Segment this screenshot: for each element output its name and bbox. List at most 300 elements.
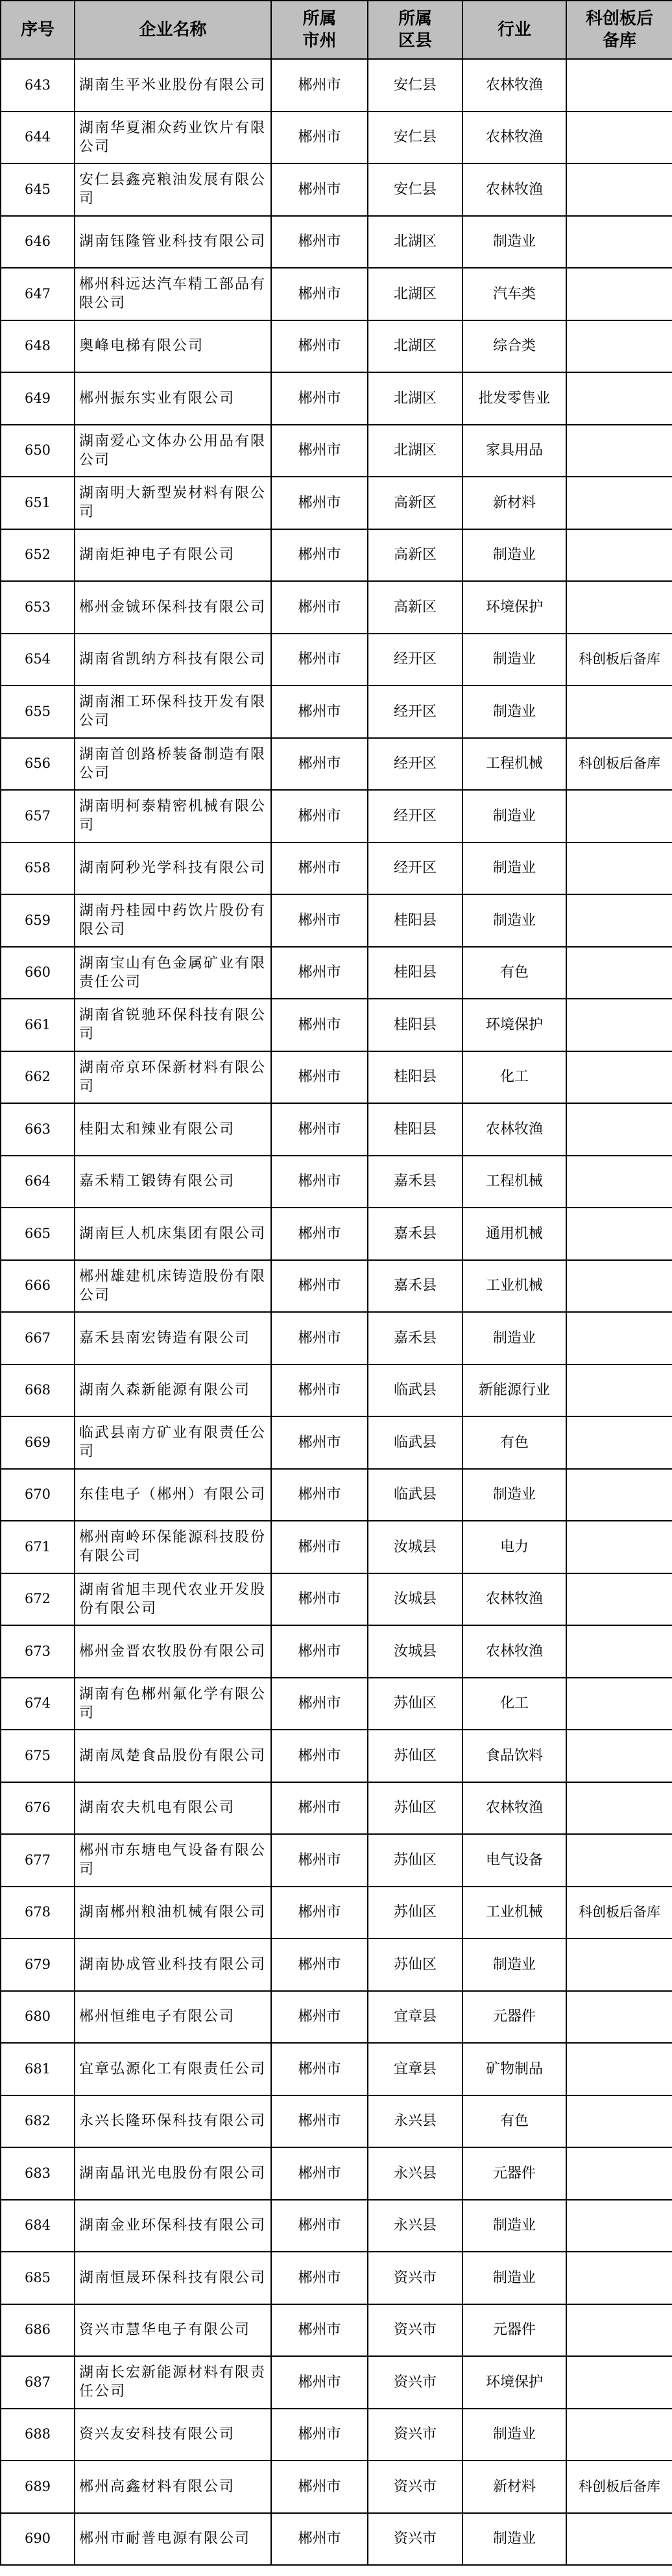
cell-backup — [566, 2513, 672, 2566]
cell-industry: 新能源行业 — [462, 1365, 566, 1417]
header-city: 所属 市州 — [271, 1, 368, 59]
cell-industry: 元器件 — [462, 1991, 566, 2044]
cell-company: 湖南首创路桥装备制造有限公司 — [75, 738, 271, 791]
cell-seq: 646 — [1, 216, 75, 268]
cell-company: 郴州南岭环保能源科技股份有限公司 — [75, 1521, 271, 1573]
cell-district: 经开区 — [368, 738, 462, 791]
cell-backup — [566, 2147, 672, 2200]
cell-city: 郴州市 — [271, 216, 368, 268]
cell-seq: 658 — [1, 842, 75, 895]
cell-seq: 656 — [1, 738, 75, 791]
cell-seq: 653 — [1, 581, 75, 634]
cell-seq: 664 — [1, 1156, 75, 1208]
table-row — [1, 634, 672, 686]
cell-industry: 有色 — [462, 2095, 566, 2148]
cell-city: 郴州市 — [271, 2095, 368, 2148]
cell-city: 郴州市 — [271, 1730, 368, 1782]
cell-backup — [566, 581, 672, 634]
table-row — [1, 1469, 672, 1521]
cell-seq: 660 — [1, 947, 75, 999]
cell-city: 郴州市 — [271, 790, 368, 842]
cell-district: 苏仙区 — [368, 1782, 462, 1835]
cell-backup — [566, 2200, 672, 2252]
header-company: 企业名称 — [75, 1, 271, 59]
cell-company: 湖南爱心文体办公用品有限公司 — [75, 425, 271, 477]
cell-seq: 650 — [1, 425, 75, 477]
cell-industry: 化工 — [462, 1051, 566, 1104]
cell-industry: 环境保护 — [462, 999, 566, 1051]
cell-company: 湖南恒晟环保科技有限公司 — [75, 2252, 271, 2304]
cell-industry: 批发零售业 — [462, 372, 566, 425]
cell-industry: 工程机械 — [462, 738, 566, 791]
cell-seq: 654 — [1, 634, 75, 686]
table-row — [1, 1416, 672, 1469]
table-row — [1, 112, 672, 164]
cell-district: 安仁县 — [368, 59, 462, 112]
cell-industry: 环境保护 — [462, 2356, 566, 2409]
cell-seq: 683 — [1, 2147, 75, 2200]
cell-company: 湖南郴州粮油机械有限公司 — [75, 1887, 271, 1939]
cell-seq: 669 — [1, 1416, 75, 1469]
cell-district: 嘉禾县 — [368, 1156, 462, 1208]
cell-city: 郴州市 — [271, 999, 368, 1051]
cell-district: 永兴县 — [368, 2147, 462, 2200]
cell-city: 郴州市 — [271, 1469, 368, 1521]
cell-company: 湖南久森新能源有限公司 — [75, 1365, 271, 1417]
cell-backup: 科创板后备库 — [566, 2461, 672, 2513]
cell-industry: 制造业 — [462, 2409, 566, 2461]
cell-industry: 工业机械 — [462, 1260, 566, 1313]
cell-backup — [566, 1156, 672, 1208]
cell-seq: 678 — [1, 1887, 75, 1939]
cell-industry: 制造业 — [462, 2200, 566, 2252]
cell-industry: 通用机械 — [462, 1208, 566, 1260]
cell-industry: 制造业 — [462, 216, 566, 268]
cell-backup — [566, 1573, 672, 1626]
cell-company: 郴州振东实业有限公司 — [75, 372, 271, 425]
cell-city: 郴州市 — [271, 1938, 368, 1991]
cell-company: 湖南炬神电子有限公司 — [75, 529, 271, 582]
cell-company: 湖南阿秒光学科技有限公司 — [75, 842, 271, 895]
cell-city: 郴州市 — [271, 1782, 368, 1835]
cell-company: 湖南省锐驰环保科技有限公司 — [75, 999, 271, 1051]
cell-industry: 制造业 — [462, 1938, 566, 1991]
cell-industry: 制造业 — [462, 790, 566, 842]
table-row — [1, 1991, 672, 2044]
cell-district: 永兴县 — [368, 2200, 462, 2252]
cell-industry: 汽车类 — [462, 268, 566, 320]
cell-district: 桂阳县 — [368, 999, 462, 1051]
cell-district: 桂阳县 — [368, 894, 462, 947]
cell-company: 湖南明大新型炭材料有限公司 — [75, 477, 271, 529]
cell-company: 湖南华夏湘众药业饮片有限公司 — [75, 112, 271, 164]
cell-seq: 675 — [1, 1730, 75, 1782]
cell-district: 北湖区 — [368, 425, 462, 477]
cell-city: 郴州市 — [271, 1416, 368, 1469]
cell-company: 湖南湘工环保科技开发有限公司 — [75, 686, 271, 738]
cell-company: 桂阳太和辣业有限公司 — [75, 1103, 271, 1156]
table-row — [1, 894, 672, 947]
table-row — [1, 2095, 672, 2148]
cell-district: 苏仙区 — [368, 1834, 462, 1887]
cell-district: 嘉禾县 — [368, 1208, 462, 1260]
cell-backup — [566, 2304, 672, 2357]
cell-seq: 686 — [1, 2304, 75, 2357]
cell-company: 湖南巨人机床集团有限公司 — [75, 1208, 271, 1260]
cell-seq: 645 — [1, 163, 75, 216]
cell-seq: 651 — [1, 477, 75, 529]
cell-seq: 667 — [1, 1312, 75, 1365]
cell-backup — [566, 686, 672, 738]
cell-industry: 制造业 — [462, 2252, 566, 2304]
cell-district: 经开区 — [368, 686, 462, 738]
cell-city: 郴州市 — [271, 1991, 368, 2044]
cell-city: 郴州市 — [271, 1573, 368, 1626]
cell-city: 郴州市 — [271, 581, 368, 634]
table-row — [1, 2304, 672, 2357]
cell-city: 郴州市 — [271, 947, 368, 999]
cell-seq: 661 — [1, 999, 75, 1051]
cell-backup — [566, 1260, 672, 1313]
table-row — [1, 477, 672, 529]
cell-industry: 食品饮料 — [462, 1730, 566, 1782]
cell-seq: 689 — [1, 2461, 75, 2513]
cell-district: 嘉禾县 — [368, 1312, 462, 1365]
cell-backup — [566, 268, 672, 320]
table-row — [1, 2513, 672, 2566]
table-row — [1, 163, 672, 216]
cell-district: 苏仙区 — [368, 1678, 462, 1730]
cell-industry: 制造业 — [462, 894, 566, 947]
cell-city: 郴州市 — [271, 1103, 368, 1156]
cell-city: 郴州市 — [271, 2461, 368, 2513]
cell-backup — [566, 947, 672, 999]
table-row — [1, 842, 672, 895]
cell-industry: 农林牧渔 — [462, 1573, 566, 1626]
cell-district: 汝城县 — [368, 1573, 462, 1626]
cell-company: 湖南金业环保科技有限公司 — [75, 2200, 271, 2252]
cell-seq: 648 — [1, 320, 75, 373]
table-row — [1, 947, 672, 999]
cell-backup — [566, 2409, 672, 2461]
cell-backup — [566, 842, 672, 895]
cell-city: 郴州市 — [271, 2513, 368, 2566]
table-row — [1, 1365, 672, 1417]
table-row — [1, 2252, 672, 2304]
cell-backup — [566, 1208, 672, 1260]
cell-industry: 电力 — [462, 1521, 566, 1573]
cell-company: 资兴市慧华电子有限公司 — [75, 2304, 271, 2357]
table-row — [1, 529, 672, 582]
cell-seq: 690 — [1, 2513, 75, 2566]
cell-backup — [566, 790, 672, 842]
cell-backup: 科创板后备库 — [566, 634, 672, 686]
cell-backup — [566, 1782, 672, 1835]
table-row — [1, 2461, 672, 2513]
cell-district: 桂阳县 — [368, 947, 462, 999]
cell-backup — [566, 894, 672, 947]
cell-backup — [566, 112, 672, 164]
cell-company: 湖南省凯纳方科技有限公司 — [75, 634, 271, 686]
cell-city: 郴州市 — [271, 1260, 368, 1313]
cell-city: 郴州市 — [271, 2252, 368, 2304]
cell-seq: 663 — [1, 1103, 75, 1156]
table-row — [1, 999, 672, 1051]
table-body — [1, 59, 672, 2565]
cell-city: 郴州市 — [271, 1208, 368, 1260]
cell-backup: 科创板后备库 — [566, 738, 672, 791]
cell-seq: 677 — [1, 1834, 75, 1887]
cell-company: 郴州市耐普电源有限公司 — [75, 2513, 271, 2566]
cell-city: 郴州市 — [271, 59, 368, 112]
cell-industry: 综合类 — [462, 320, 566, 373]
table-row — [1, 581, 672, 634]
cell-seq: 666 — [1, 1260, 75, 1313]
cell-seq: 676 — [1, 1782, 75, 1835]
table-header — [1, 1, 672, 59]
cell-backup — [566, 163, 672, 216]
cell-city: 郴州市 — [271, 2409, 368, 2461]
header-backup: 科创板后 备库 — [566, 1, 672, 59]
cell-company: 湖南明柯泰精密机械有限公司 — [75, 790, 271, 842]
cell-company: 湖南长宏新能源材料有限责任公司 — [75, 2356, 271, 2409]
cell-company: 湖南钰隆管业科技有限公司 — [75, 216, 271, 268]
cell-district: 北湖区 — [368, 216, 462, 268]
cell-company: 嘉禾县南宏铸造有限公司 — [75, 1312, 271, 1365]
cell-city: 郴州市 — [271, 1887, 368, 1939]
cell-backup — [566, 216, 672, 268]
cell-company: 临武县南方矿业有限责任公司 — [75, 1416, 271, 1469]
cell-district: 临武县 — [368, 1365, 462, 1417]
cell-backup — [566, 2043, 672, 2095]
cell-city: 郴州市 — [271, 1678, 368, 1730]
table-row — [1, 59, 672, 112]
cell-district: 北湖区 — [368, 268, 462, 320]
cell-district: 资兴市 — [368, 2304, 462, 2357]
cell-city: 郴州市 — [271, 425, 368, 477]
cell-company: 郴州金晋农牧股份有限公司 — [75, 1625, 271, 1678]
cell-district: 资兴市 — [368, 2461, 462, 2513]
header-district: 所属 区县 — [368, 1, 462, 59]
cell-seq: 679 — [1, 1938, 75, 1991]
cell-industry: 工程机械 — [462, 1156, 566, 1208]
cell-backup — [566, 1678, 672, 1730]
cell-seq: 659 — [1, 894, 75, 947]
cell-district: 北湖区 — [368, 372, 462, 425]
cell-company: 东佳电子（郴州）有限公司 — [75, 1469, 271, 1521]
cell-city: 郴州市 — [271, 894, 368, 947]
cell-backup — [566, 1730, 672, 1782]
cell-company: 郴州高鑫材料有限公司 — [75, 2461, 271, 2513]
cell-backup — [566, 1103, 672, 1156]
cell-industry: 新材料 — [462, 2461, 566, 2513]
cell-seq: 672 — [1, 1573, 75, 1626]
cell-company: 奥峰电梯有限公司 — [75, 320, 271, 373]
table-row — [1, 1678, 672, 1730]
cell-seq: 665 — [1, 1208, 75, 1260]
cell-industry: 制造业 — [462, 1312, 566, 1365]
cell-district: 高新区 — [368, 477, 462, 529]
cell-backup — [566, 1521, 672, 1573]
cell-industry: 制造业 — [462, 2513, 566, 2566]
cell-district: 经开区 — [368, 842, 462, 895]
cell-district: 宜章县 — [368, 2043, 462, 2095]
cell-city: 郴州市 — [271, 2200, 368, 2252]
cell-seq: 680 — [1, 1991, 75, 2044]
table-row — [1, 1521, 672, 1573]
cell-district: 高新区 — [368, 581, 462, 634]
cell-industry: 有色 — [462, 947, 566, 999]
cell-company: 湖南省旭丰现代农业开发股份有限公司 — [75, 1573, 271, 1626]
cell-industry: 制造业 — [462, 686, 566, 738]
cell-backup — [566, 477, 672, 529]
cell-industry: 元器件 — [462, 2147, 566, 2200]
cell-company: 湖南丹桂园中药饮片股份有限公司 — [75, 894, 271, 947]
cell-industry: 化工 — [462, 1678, 566, 1730]
cell-company: 湖南农夫机电有限公司 — [75, 1782, 271, 1835]
cell-company: 郴州科远达汽车精工部品有限公司 — [75, 268, 271, 320]
cell-city: 郴州市 — [271, 2356, 368, 2409]
table-row — [1, 1260, 672, 1313]
cell-industry: 元器件 — [462, 2304, 566, 2357]
cell-seq: 671 — [1, 1521, 75, 1573]
table-row — [1, 372, 672, 425]
cell-backup — [566, 1625, 672, 1678]
cell-seq: 643 — [1, 59, 75, 112]
cell-city: 郴州市 — [271, 529, 368, 582]
table-row — [1, 425, 672, 477]
cell-industry: 农林牧渔 — [462, 1625, 566, 1678]
cell-district: 经开区 — [368, 790, 462, 842]
cell-industry: 环境保护 — [462, 581, 566, 634]
cell-backup — [566, 1938, 672, 1991]
cell-city: 郴州市 — [271, 1312, 368, 1365]
cell-district: 经开区 — [368, 634, 462, 686]
cell-city: 郴州市 — [271, 372, 368, 425]
cell-industry: 制造业 — [462, 529, 566, 582]
table-row — [1, 2147, 672, 2200]
cell-city: 郴州市 — [271, 1834, 368, 1887]
cell-city: 郴州市 — [271, 2147, 368, 2200]
cell-seq: 688 — [1, 2409, 75, 2461]
cell-district: 安仁县 — [368, 163, 462, 216]
cell-company: 郴州金铖环保科技有限公司 — [75, 581, 271, 634]
cell-city: 郴州市 — [271, 1625, 368, 1678]
table-row — [1, 1051, 672, 1104]
cell-backup — [566, 1312, 672, 1365]
table-row — [1, 216, 672, 268]
cell-seq: 662 — [1, 1051, 75, 1104]
cell-company: 湖南协成管业科技有限公司 — [75, 1938, 271, 1991]
table-row — [1, 1887, 672, 1939]
cell-district: 安仁县 — [368, 112, 462, 164]
cell-company: 湖南帝京环保新材料有限公司 — [75, 1051, 271, 1104]
cell-district: 苏仙区 — [368, 1730, 462, 1782]
cell-city: 郴州市 — [271, 2304, 368, 2357]
cell-backup — [566, 999, 672, 1051]
cell-company: 郴州雄建机床铸造股份有限公司 — [75, 1260, 271, 1313]
table-row — [1, 686, 672, 738]
header-industry: 行业 — [462, 1, 566, 59]
cell-backup — [566, 529, 672, 582]
table-row — [1, 2409, 672, 2461]
table-row — [1, 2043, 672, 2095]
cell-district: 北湖区 — [368, 320, 462, 373]
cell-city: 郴州市 — [271, 1365, 368, 1417]
cell-city: 郴州市 — [271, 686, 368, 738]
table-row — [1, 268, 672, 320]
cell-seq: 682 — [1, 2095, 75, 2148]
cell-company: 宜章弘源化工有限责任公司 — [75, 2043, 271, 2095]
cell-company: 湖南宝山有色金属矿业有限责任公司 — [75, 947, 271, 999]
cell-company: 湖南有色郴州氟化学有限公司 — [75, 1678, 271, 1730]
cell-seq: 655 — [1, 686, 75, 738]
cell-district: 永兴县 — [368, 2095, 462, 2148]
cell-company: 永兴长隆环保科技有限公司 — [75, 2095, 271, 2148]
cell-backup — [566, 2356, 672, 2409]
cell-backup — [566, 1834, 672, 1887]
cell-industry: 农林牧渔 — [462, 112, 566, 164]
cell-city: 郴州市 — [271, 738, 368, 791]
cell-district: 临武县 — [368, 1469, 462, 1521]
cell-city: 郴州市 — [271, 842, 368, 895]
cell-district: 资兴市 — [368, 2252, 462, 2304]
table-row — [1, 738, 672, 791]
cell-district: 嘉禾县 — [368, 1260, 462, 1313]
table-row — [1, 1103, 672, 1156]
cell-city: 郴州市 — [271, 163, 368, 216]
cell-district: 桂阳县 — [368, 1051, 462, 1104]
cell-city: 郴州市 — [271, 268, 368, 320]
cell-industry: 制造业 — [462, 842, 566, 895]
cell-city: 郴州市 — [271, 477, 368, 529]
cell-seq: 687 — [1, 2356, 75, 2409]
table-row — [1, 2200, 672, 2252]
cell-seq: 670 — [1, 1469, 75, 1521]
cell-backup: 科创板后备库 — [566, 1887, 672, 1939]
table-row — [1, 1938, 672, 1991]
cell-industry: 家具用品 — [462, 425, 566, 477]
cell-district: 汝城县 — [368, 1521, 462, 1573]
cell-district: 苏仙区 — [368, 1938, 462, 1991]
cell-seq: 674 — [1, 1678, 75, 1730]
cell-industry: 农林牧渔 — [462, 1782, 566, 1835]
cell-company: 湖南生平米业股份有限公司 — [75, 59, 271, 112]
cell-company: 嘉禾精工锻铸有限公司 — [75, 1156, 271, 1208]
cell-industry: 矿物制品 — [462, 2043, 566, 2095]
cell-backup — [566, 425, 672, 477]
cell-backup — [566, 1991, 672, 2044]
cell-seq: 649 — [1, 372, 75, 425]
header-seq: 序号 — [1, 1, 75, 59]
cell-seq: 647 — [1, 268, 75, 320]
cell-city: 郴州市 — [271, 1156, 368, 1208]
cell-seq: 652 — [1, 529, 75, 582]
cell-district: 资兴市 — [368, 2513, 462, 2566]
cell-district: 桂阳县 — [368, 1103, 462, 1156]
cell-industry: 有色 — [462, 1416, 566, 1469]
cell-city: 郴州市 — [271, 634, 368, 686]
cell-company: 安仁县鑫亮粮油发展有限公司 — [75, 163, 271, 216]
cell-seq: 681 — [1, 2043, 75, 2095]
cell-company: 郴州市东塘电气设备有限公司 — [75, 1834, 271, 1887]
table-row — [1, 1730, 672, 1782]
cell-company: 湖南凤楚食品股份有限公司 — [75, 1730, 271, 1782]
cell-backup — [566, 1051, 672, 1104]
cell-seq: 644 — [1, 112, 75, 164]
cell-seq: 684 — [1, 2200, 75, 2252]
cell-backup — [566, 2095, 672, 2148]
